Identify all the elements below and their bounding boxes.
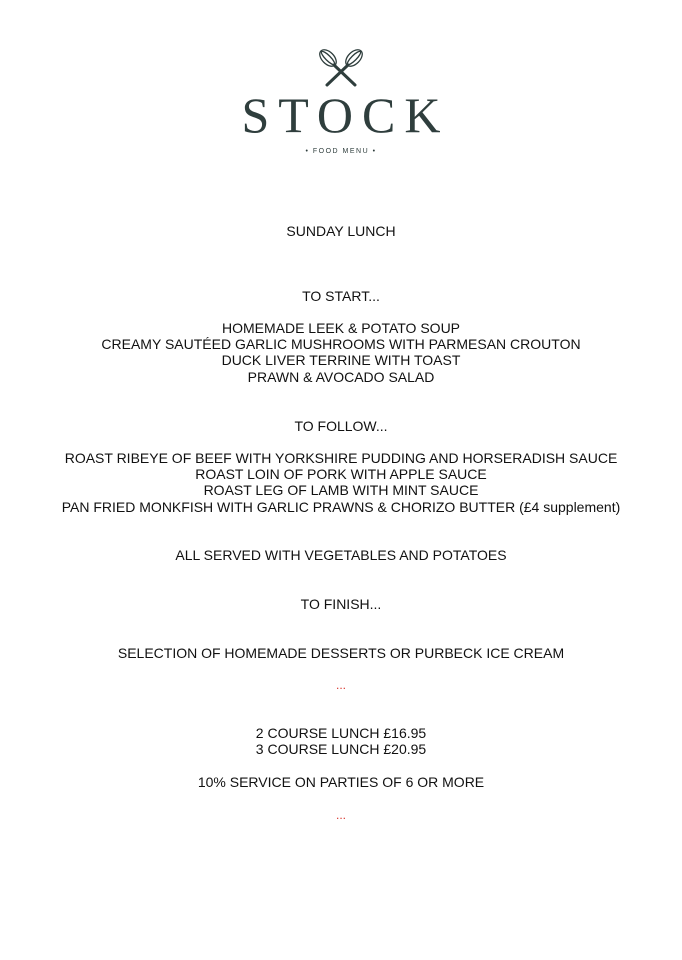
starters-heading: TO START...	[302, 288, 380, 304]
list-item: ROAST RIBEYE OF BEEF WITH YORKSHIRE PUDDING AND HORSERADISH SAUCE	[64, 450, 618, 466]
service-note: 10% SERVICE ON PARTIES OF 6 OR MORE	[197, 774, 485, 790]
list-item: PAN FRIED MONKFISH WITH GARLIC PRAWNS & CHORIZO BUTTER (£4 supplement)	[61, 498, 621, 515]
price-list	[0, 725, 682, 757]
brand-name: STOCK	[241, 87, 450, 143]
starters-list	[0, 320, 682, 385]
crossed-whisks-icon	[315, 48, 367, 88]
list-item: DUCK LIVER TERRINE WITH TOAST	[221, 352, 461, 369]
mains-heading: TO FOLLOW...	[294, 418, 388, 434]
brand-tagline: • FOOD MENU •	[305, 148, 377, 155]
list-item: PRAWN & AVOCADO SALAD	[247, 368, 435, 385]
divider-dots: ...	[335, 808, 346, 822]
list-item: HOMEMADE LEEK & POTATO SOUP	[221, 320, 461, 336]
list-item: ROAST LOIN OF PORK WITH APPLE SAUCE	[195, 466, 487, 483]
desserts-heading: TO FINISH...	[300, 596, 382, 612]
list-item: ROAST LEG OF LAMB WITH MINT SAUCE	[203, 482, 479, 499]
desserts-item: SELECTION OF HOMEMADE DESSERTS OR PURBECK ICE CREAM	[117, 645, 565, 661]
price-item: 3 COURSE LUNCH £20.95	[255, 741, 427, 758]
logo	[0, 48, 682, 155]
list-item: CREAMY SAUTÉED GARLIC MUSHROOMS WITH PARMESAN CROUTON	[101, 336, 581, 353]
menu-title: SUNDAY LUNCH	[286, 223, 396, 239]
mains-list	[0, 450, 682, 515]
price-item: 2 COURSE LUNCH £16.95	[255, 725, 427, 741]
divider-dots: ...	[335, 678, 346, 692]
mains-note: ALL SERVED WITH VEGETABLES AND POTATOES	[175, 547, 507, 563]
